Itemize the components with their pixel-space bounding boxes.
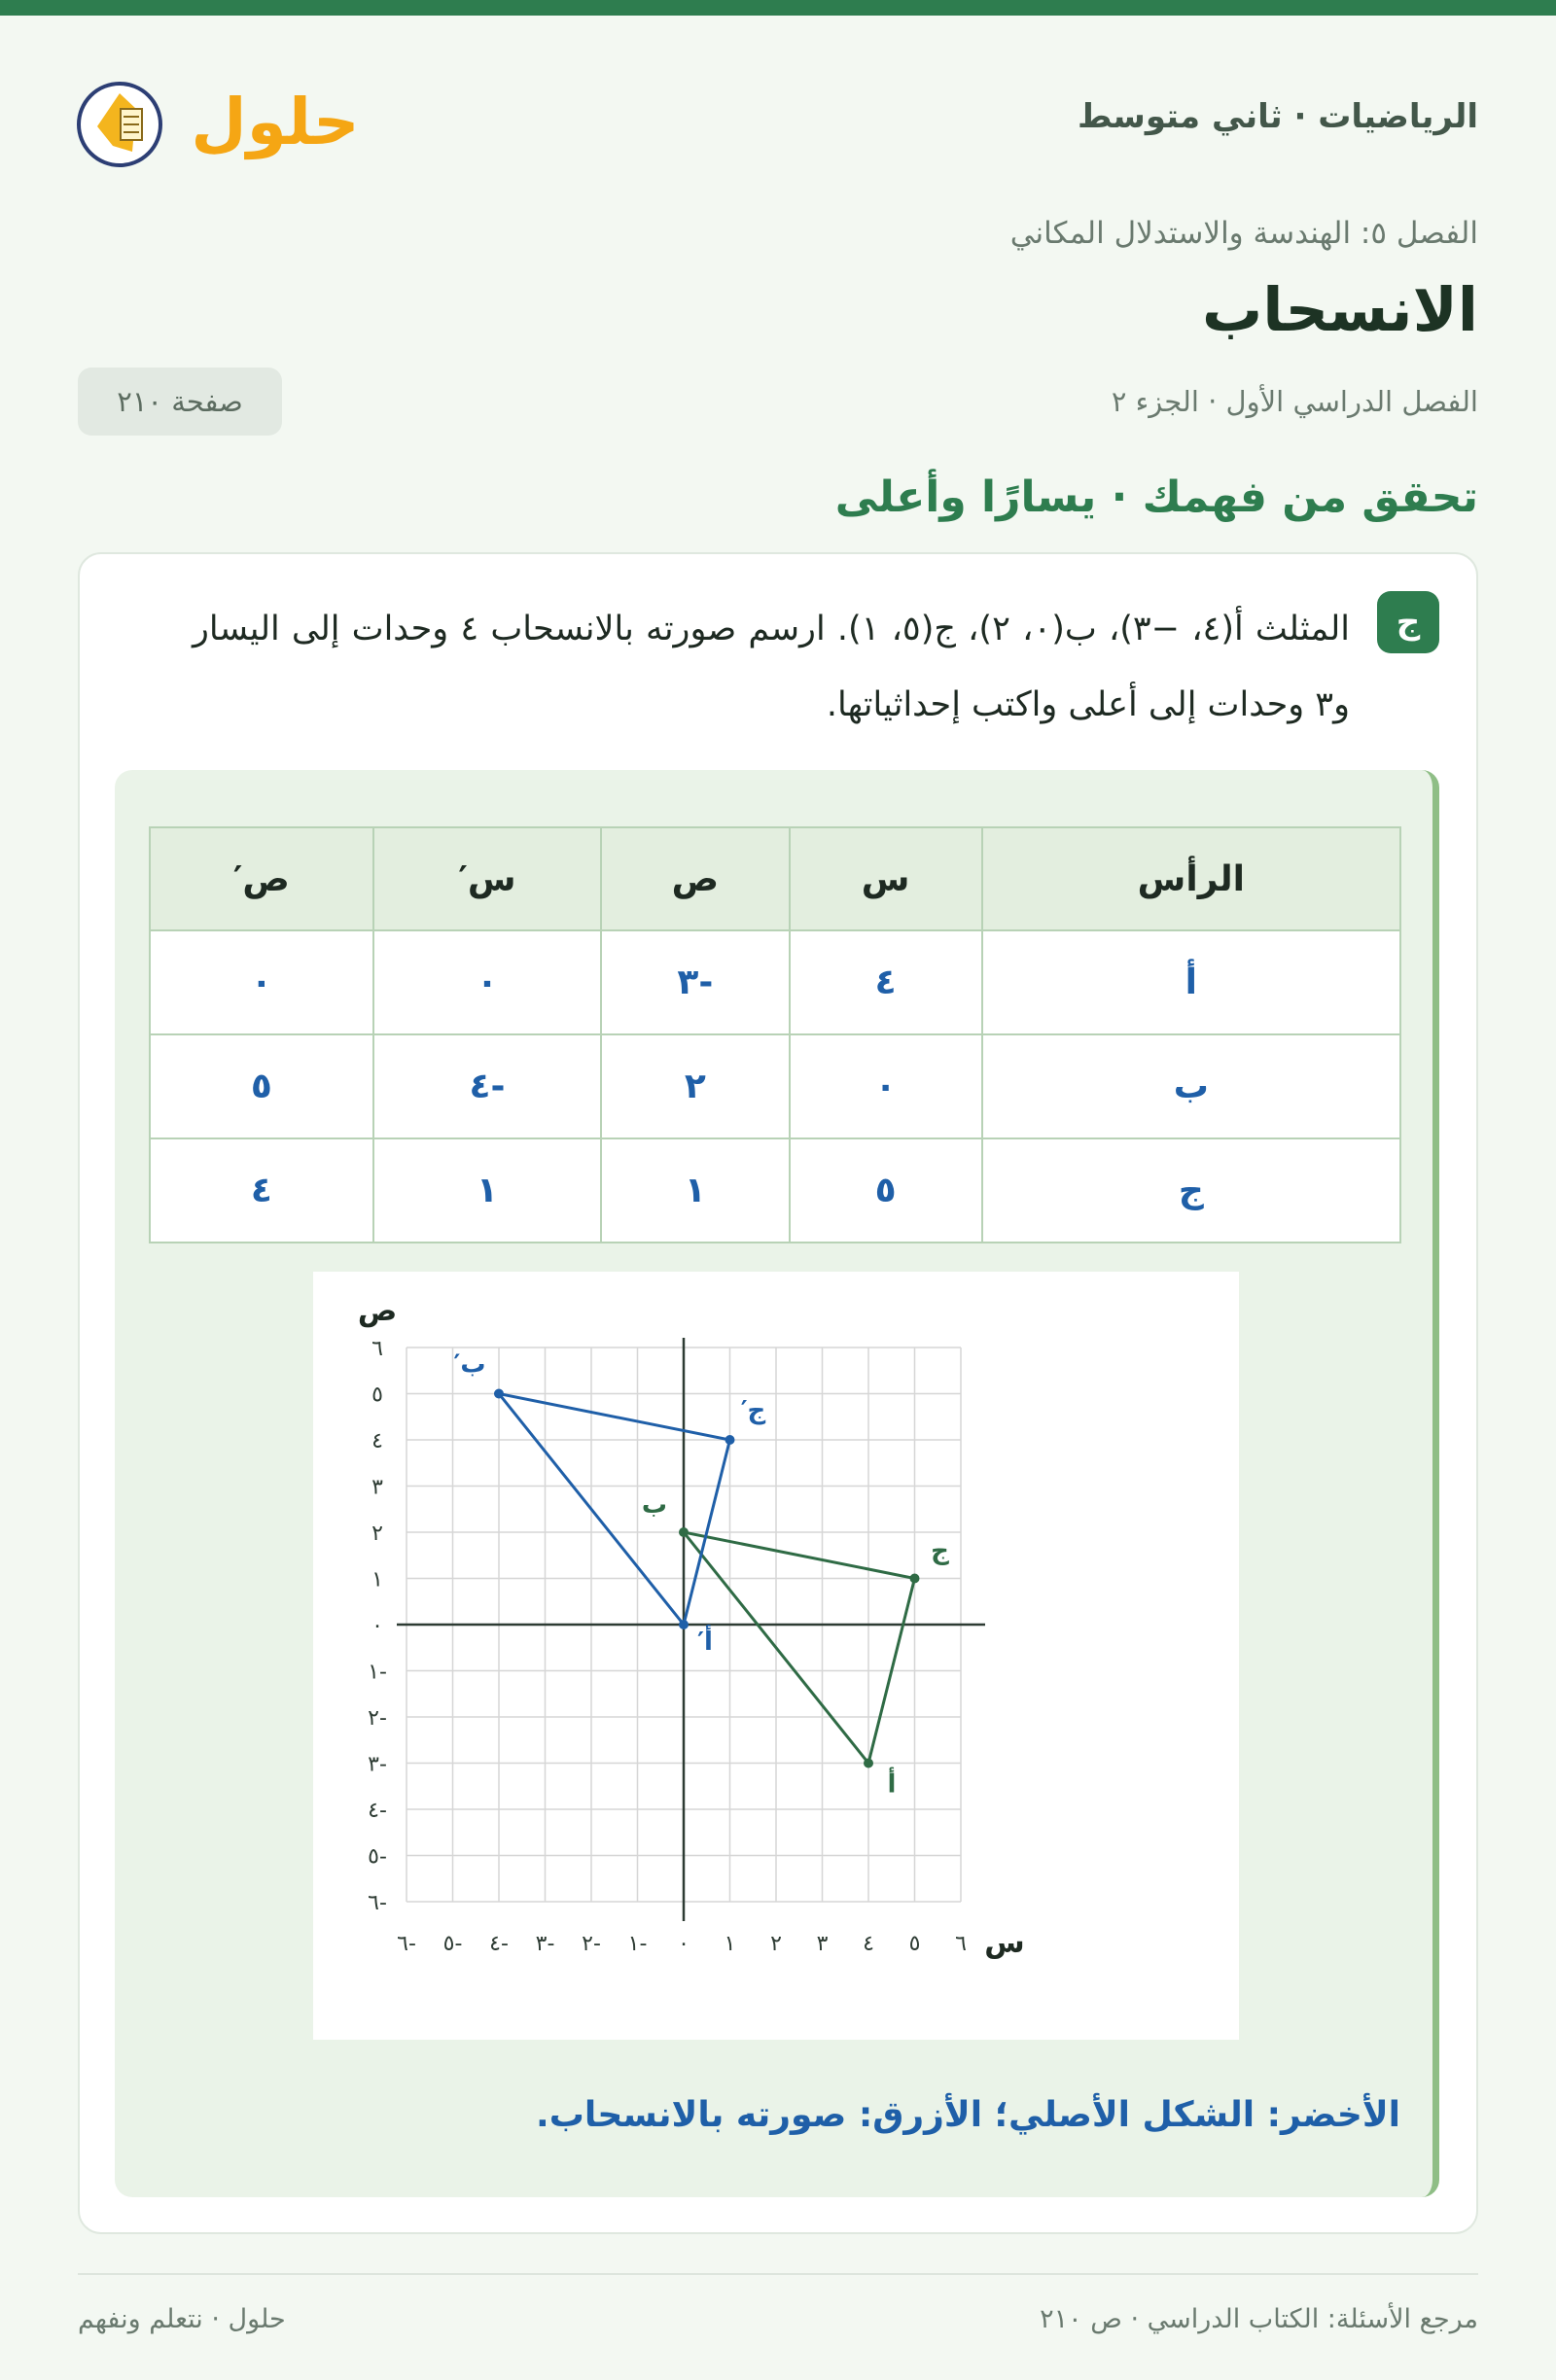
table-row xyxy=(150,1034,1400,1138)
x-tick-label: -٤ xyxy=(489,1932,509,1956)
x-tick-label: -٥ xyxy=(442,1932,463,1956)
hulul-logo xyxy=(76,66,358,173)
x-tick-label: -١ xyxy=(627,1932,648,1956)
table-cell: أ xyxy=(982,930,1400,1034)
x-tick-label: -٦ xyxy=(397,1932,416,1956)
table-cell: ١ xyxy=(601,1138,789,1242)
x-axis-label: س xyxy=(984,1926,1025,1960)
header-x: س xyxy=(790,827,982,930)
y-tick-label: -٦ xyxy=(368,1891,387,1915)
chapter-title: الفصل ٥: الهندسة والاستدلال المكاني xyxy=(1009,216,1478,251)
vertex-label: أ′ xyxy=(697,1628,713,1657)
lesson-title: الانسحاب xyxy=(1201,274,1478,345)
table-cell: ٠ xyxy=(373,930,601,1034)
vertex-point xyxy=(494,1389,504,1399)
x-tick-label: ٣ xyxy=(816,1932,829,1956)
table-cell: -٣ xyxy=(601,930,789,1034)
table-cell: ٤ xyxy=(150,1138,373,1242)
graph-caption: الأخضر: الشكل الأصلي؛ الأزرق: صورته بالانسحاب. xyxy=(536,2095,1400,2135)
header-x-prime: س′ xyxy=(373,827,601,930)
y-axis-label: ص xyxy=(357,1294,398,1328)
vertex-point xyxy=(679,1620,689,1629)
coordinate-plane xyxy=(313,1272,1239,2040)
y-tick-label: -٢ xyxy=(368,1706,387,1731)
header-y: ص xyxy=(601,827,789,930)
vertex-point xyxy=(910,1574,920,1584)
question-label-badge: ج xyxy=(1377,591,1439,653)
vertex-point xyxy=(679,1527,689,1537)
vertex-label: أ xyxy=(887,1769,897,1800)
table-cell: ٠ xyxy=(790,1034,982,1138)
footer-reference: مرجع الأسئلة: الكتاب الدراسي · ص ٢١٠ xyxy=(1040,2304,1478,2334)
table-header-row xyxy=(150,827,1400,930)
table-cell: ٤ xyxy=(790,930,982,1034)
y-tick-label: -٤ xyxy=(368,1799,387,1823)
x-tick-label: ٥ xyxy=(908,1932,921,1956)
section-title: تحقق من فهمك · يسارًا وأعلى xyxy=(834,472,1478,522)
y-tick-label: -١ xyxy=(368,1660,387,1685)
x-tick-label: ١ xyxy=(724,1932,736,1956)
semester-label: الفصل الدراسي الأول · الجزء ٢ xyxy=(1111,385,1478,418)
book-icon xyxy=(76,66,358,173)
vertex-label: ب′ xyxy=(453,1349,486,1380)
y-tick-label: ١ xyxy=(371,1567,383,1592)
footer-divider xyxy=(78,2273,1478,2275)
footer-brand: حلول · نتعلم ونفهم xyxy=(78,2304,286,2334)
table-cell: ٢ xyxy=(601,1034,789,1138)
svg-text:حلول: حلول xyxy=(191,85,358,159)
table-cell: -٤ xyxy=(373,1034,601,1138)
vertex-label: ج xyxy=(931,1536,949,1566)
vertex-point xyxy=(725,1435,735,1445)
page-badge: صفحة ٢١٠ xyxy=(78,368,282,436)
table-cell: ب xyxy=(982,1034,1400,1138)
table-row xyxy=(150,1138,1400,1242)
y-tick-label: ٠ xyxy=(371,1614,383,1638)
question-text: المثلث أ(٤، −٣)، ب(٠، ٢)، ج(٥، ١). ارسم صورته بالانسحاب ٤ وحدات إلى اليسار و٣ وحدات إلى أعلى واكتب إحداثياتها. xyxy=(193,610,1351,724)
table-cell: ج xyxy=(982,1138,1400,1242)
y-tick-label: ٣ xyxy=(371,1475,383,1500)
y-tick-label: ٢ xyxy=(371,1522,383,1546)
x-tick-label: ٠ xyxy=(678,1932,690,1956)
subject-label: الرياضيات · ثاني متوسط xyxy=(1078,97,1478,136)
table-cell: ١ xyxy=(373,1138,601,1242)
x-tick-label: ٤ xyxy=(863,1932,874,1956)
table-cell: ٥ xyxy=(790,1138,982,1242)
y-tick-label: -٣ xyxy=(368,1752,387,1777)
y-tick-label: ٦ xyxy=(371,1337,383,1361)
header-vertex: الرأس xyxy=(982,827,1400,930)
x-tick-label: -٣ xyxy=(535,1932,555,1956)
x-tick-label: -٢ xyxy=(582,1932,601,1956)
x-tick-label: ٢ xyxy=(770,1932,782,1956)
top-accent-bar xyxy=(0,0,1556,16)
x-tick-label: ٦ xyxy=(955,1932,967,1956)
header-y-prime: ص′ xyxy=(150,827,373,930)
y-tick-label: ٤ xyxy=(371,1429,383,1453)
vertex-label: ب xyxy=(641,1490,668,1520)
vertices-table xyxy=(149,826,1401,1243)
table-cell: ٠ xyxy=(150,930,373,1034)
table-row xyxy=(150,930,1400,1034)
y-tick-label: -٥ xyxy=(368,1844,387,1870)
vertex-label: ج′ xyxy=(740,1396,766,1425)
vertex-point xyxy=(864,1759,873,1768)
y-tick-label: ٥ xyxy=(371,1382,383,1408)
table-cell: ٥ xyxy=(150,1034,373,1138)
